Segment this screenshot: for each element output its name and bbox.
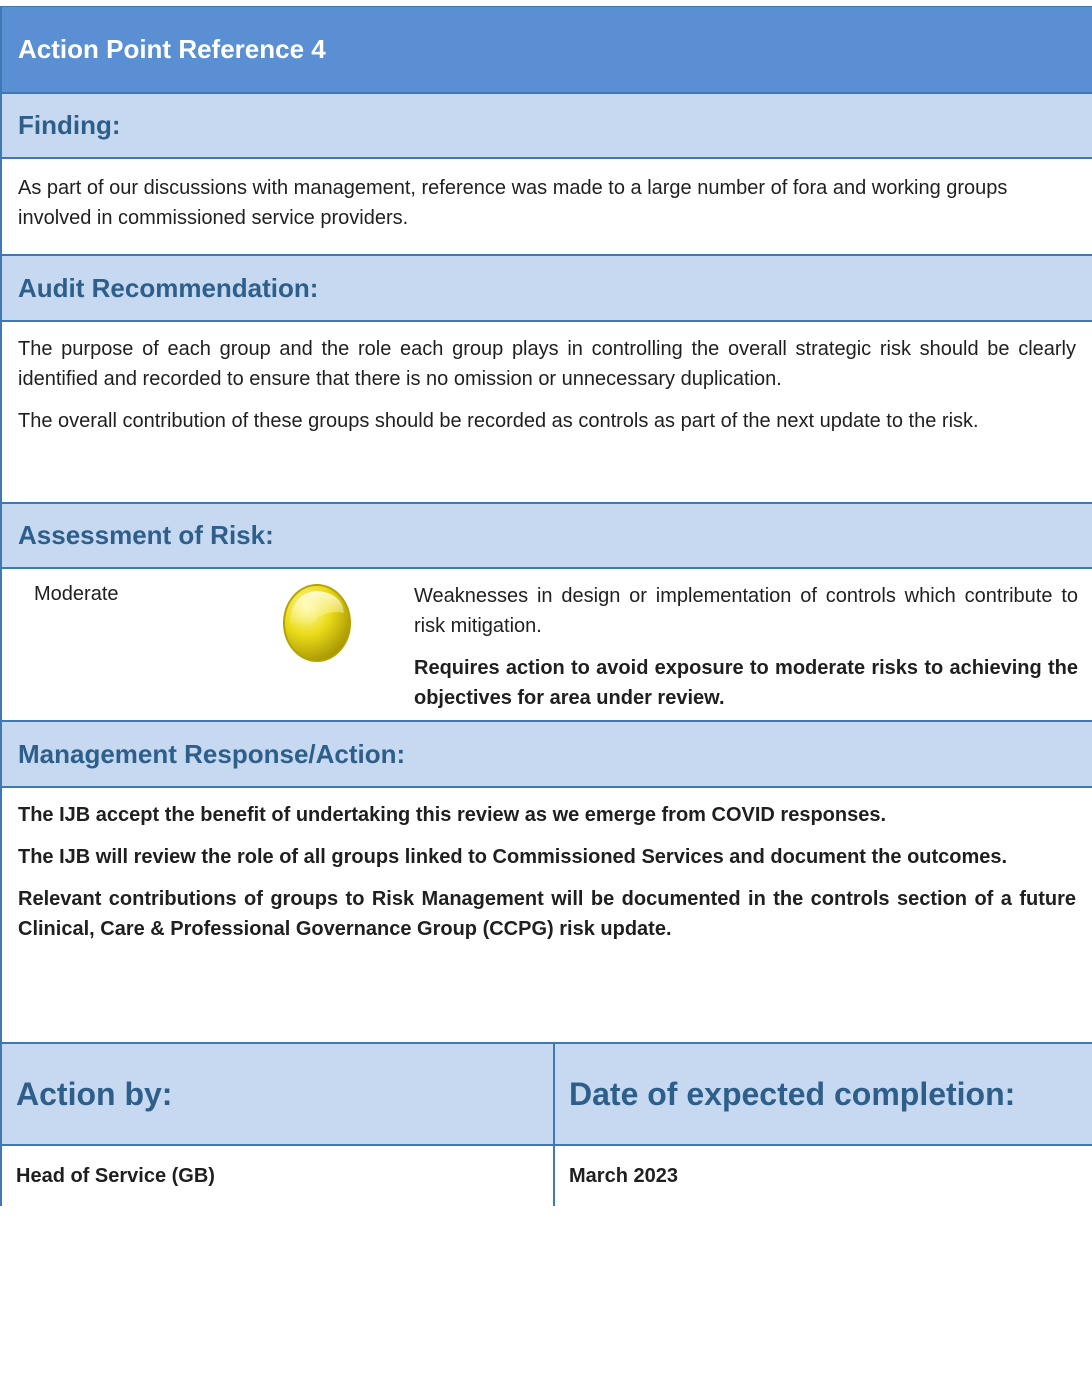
completion-date-header: [555, 1044, 1092, 1144]
action-header-row: [2, 1044, 1092, 1146]
completion-date-value: March 2023: [569, 1164, 678, 1187]
action-by-value: Head of Service (GB): [2, 1146, 555, 1206]
completion-date-heading: Date of expected completion:: [569, 1075, 1016, 1112]
finding-text: As part of our discussions with management, reference was made to a large number of fora and working groups involved in commissioned service providers.: [18, 177, 1008, 229]
response-paragraph: Relevant contributions of groups to Risk Management will be documented in the controls section of a future Clinical, Care & Professional Governance Group (CCPG) risk update.: [18, 888, 1076, 940]
response-heading: Management Response/Action:: [18, 738, 406, 769]
risk-heading: Assessment of Risk:: [18, 520, 274, 550]
title-bar: [2, 7, 1092, 94]
finding-heading: Finding:: [18, 110, 121, 140]
recommendation-paragraph: The purpose of each group and the role each group plays in controlling the overall strategic risk should be clearly identified and recorded to ensure that there is no omission or unnecessary duplication.: [18, 338, 1076, 390]
response-header: [2, 722, 1092, 788]
action-by-header: [2, 1044, 555, 1144]
recommendation-header: [2, 256, 1092, 322]
response-paragraph: The IJB accept the benefit of undertaking this review as we emerge from COVID responses.: [18, 804, 887, 826]
response-paragraph: The IJB will review the role of all groups linked to Commissioned Services and document the outcomes.: [18, 846, 1008, 868]
response-body: [2, 788, 1092, 1044]
finding-body: [2, 159, 1092, 256]
risk-body: [2, 569, 1092, 722]
risk-level: Moderate: [34, 583, 119, 605]
action-by-heading: Action by:: [16, 1075, 173, 1112]
risk-description: Weaknesses in design or implementation of controls which contribute to risk mitigation.: [414, 585, 1078, 637]
risk-description-block: [414, 581, 1078, 713]
risk-header: [2, 504, 1092, 569]
risk-requirement: Requires action to avoid exposure to moderate risks to achieving the objectives for area under review.: [414, 657, 1078, 709]
recommendation-body: [2, 322, 1092, 504]
action-point-table: [0, 6, 1092, 1206]
recommendation-heading: Audit Recommendation:: [18, 272, 319, 303]
recommendation-paragraph: The overall contribution of these groups should be recorded as controls as part of the next update to the risk.: [18, 410, 979, 432]
finding-header: [2, 94, 1092, 159]
action-point-title: Action Point Reference 4: [18, 34, 326, 64]
yellow-circle-icon: [282, 583, 352, 663]
action-value-row: [2, 1146, 1092, 1206]
